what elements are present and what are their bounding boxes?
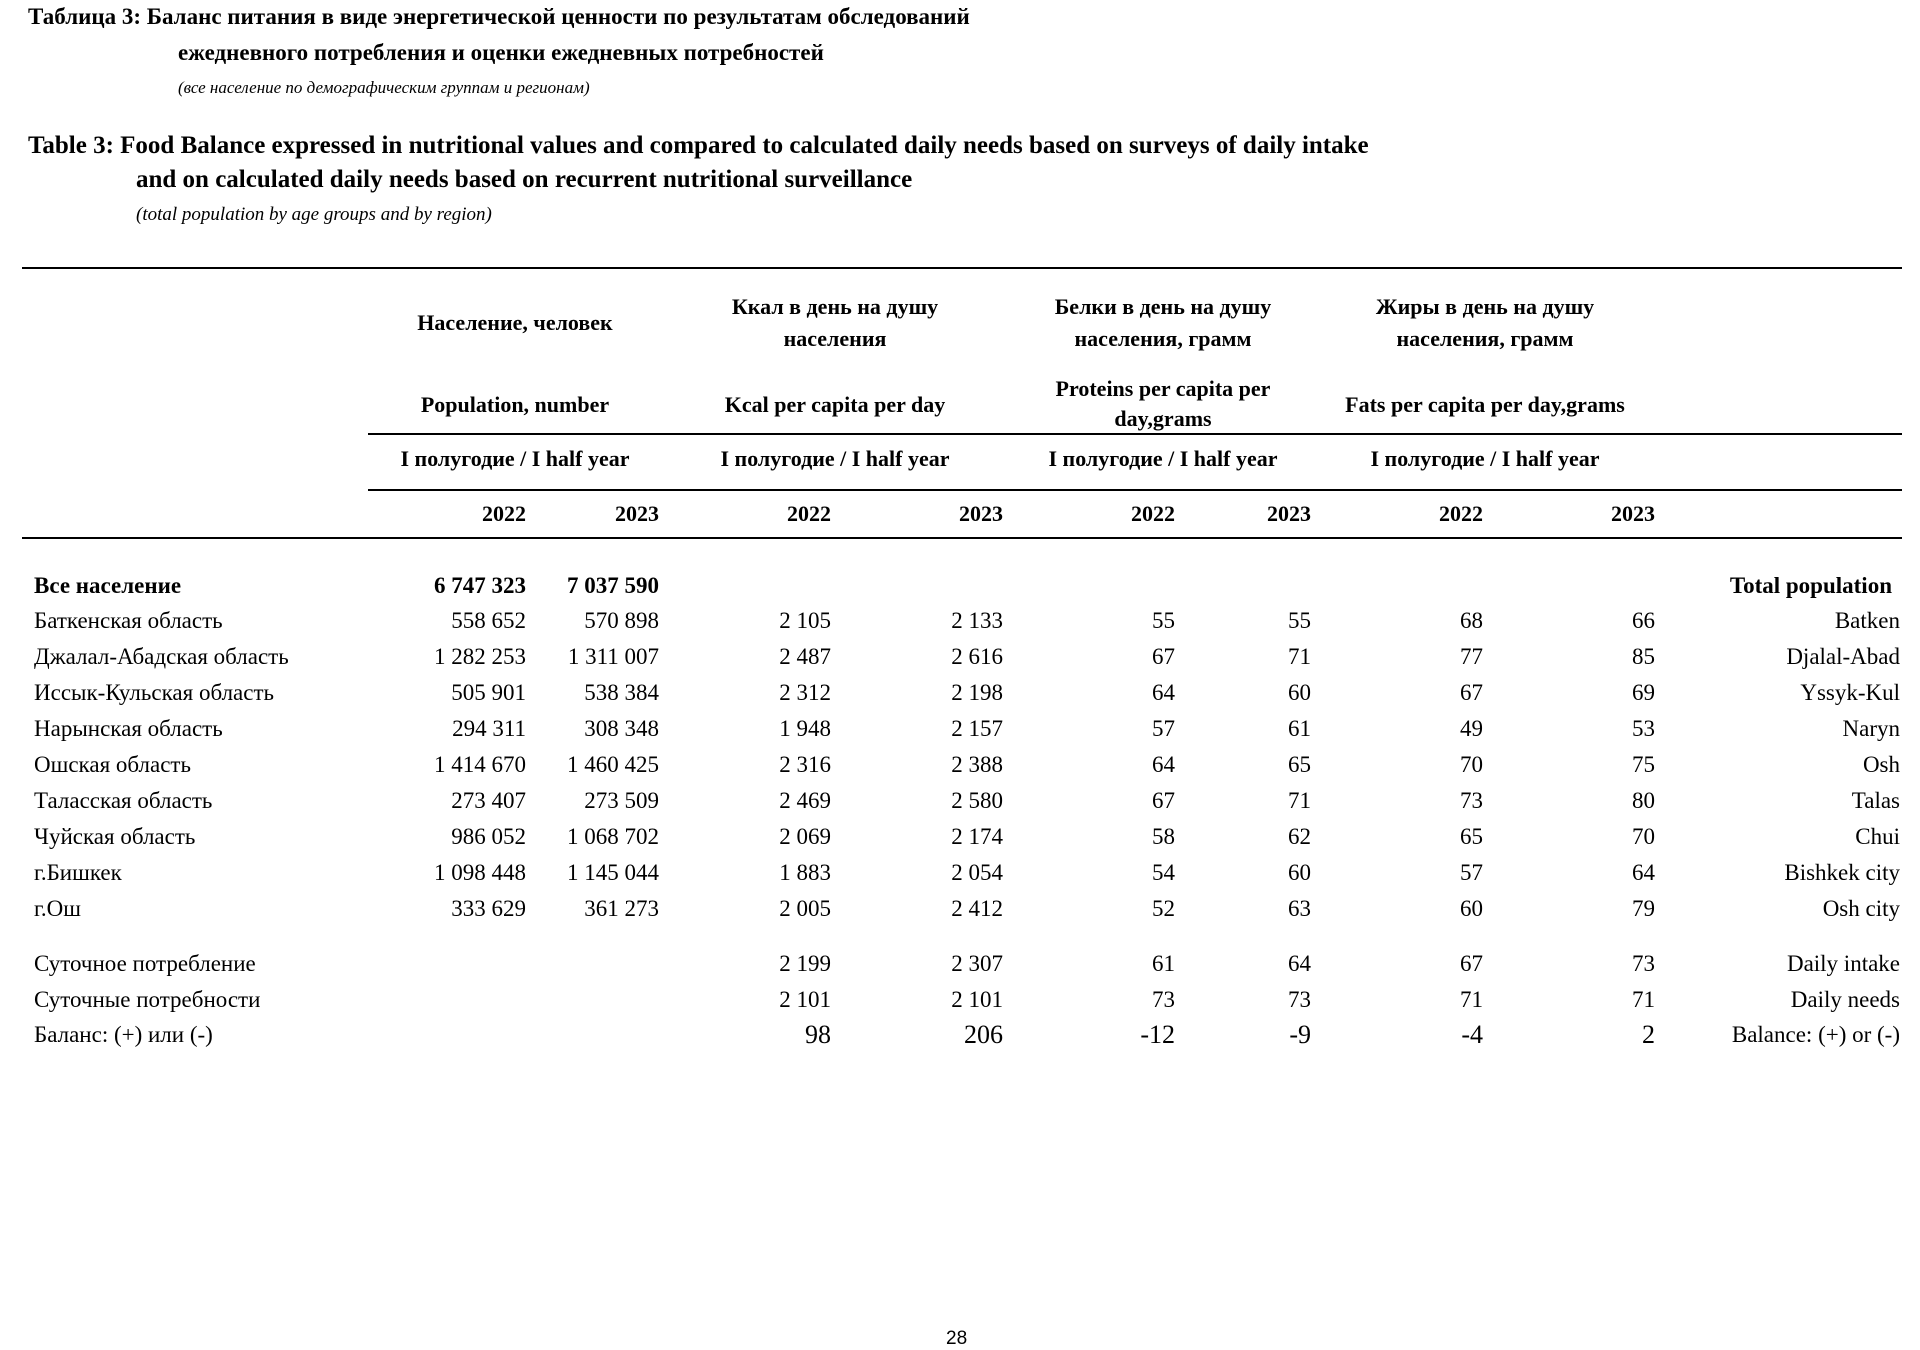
row-label-en: Chui xyxy=(1855,824,1900,849)
year-header: 2022 xyxy=(482,501,526,526)
table-cell: 49 xyxy=(1460,716,1483,741)
table-cell: 62 xyxy=(1288,824,1311,849)
header-period-population: I полугодие / I half year xyxy=(400,446,630,471)
table-cell: 2 133 xyxy=(951,608,1003,633)
header-fats-en: Fats per capita per day,grams xyxy=(1345,392,1625,417)
table-cell: 71 xyxy=(1288,788,1311,813)
table-cell: 2 101 xyxy=(951,987,1003,1012)
table-cell: 2 307 xyxy=(951,951,1003,976)
table-cell: 60 xyxy=(1288,860,1311,885)
row-label-ru: Джалал-Абадская область xyxy=(34,644,289,669)
table-cell: 2 487 xyxy=(779,644,831,669)
table-cell: 2 069 xyxy=(779,824,831,849)
title-ru-note: (все население по демографическим группам и регионам) xyxy=(178,78,590,97)
table-cell: 69 xyxy=(1632,680,1655,705)
table-cell: 2 054 xyxy=(951,860,1003,885)
table-cell: -4 xyxy=(1461,1020,1483,1049)
row-label-en: Batken xyxy=(1834,608,1900,633)
table-cell: 73 xyxy=(1460,788,1483,813)
title-en-line2: and on calculated daily needs based on recurrent nutritional surveillance xyxy=(136,166,913,193)
table-cell: 2 198 xyxy=(951,680,1003,705)
table-cell: 2 005 xyxy=(779,896,831,921)
table-cell: 2 157 xyxy=(951,716,1003,741)
table-cell: 66 xyxy=(1632,608,1655,633)
row-label-en: Yssyk-Kul xyxy=(1800,680,1900,705)
table-row xyxy=(0,951,1920,985)
row-label-ru: Все население xyxy=(34,573,182,598)
table-cell: 57 xyxy=(1152,716,1175,741)
row-label-ru: Баткенская область xyxy=(34,608,223,633)
table-cell: 85 xyxy=(1632,644,1655,669)
row-label-en: Bishkek city xyxy=(1784,860,1900,885)
header-period-fats: I полугодие / I half year xyxy=(1370,446,1600,471)
row-label-ru: Суточное потребление xyxy=(34,951,256,976)
table-cell: 1 098 448 xyxy=(434,860,526,885)
table-cell: 308 348 xyxy=(584,716,659,741)
table-cell: 67 xyxy=(1460,951,1483,976)
table-cell: 7 037 590 xyxy=(567,573,659,598)
table-cell: 558 652 xyxy=(451,608,526,633)
table-cell: 53 xyxy=(1632,716,1655,741)
header-kcal-ru: Ккал в день на душу населения xyxy=(731,294,939,351)
table-cell: -12 xyxy=(1140,1020,1175,1049)
table-cell: 2 312 xyxy=(779,680,831,705)
table-cell: 60 xyxy=(1460,896,1483,921)
year-header: 2023 xyxy=(1267,501,1311,526)
table-cell: 2 388 xyxy=(951,752,1003,777)
table-cell: 67 xyxy=(1152,644,1175,669)
table-row xyxy=(0,680,1920,714)
row-label-en: Balance: (+) or (-) xyxy=(1731,1022,1900,1047)
table-cell: 73 xyxy=(1632,951,1655,976)
header-rule-2 xyxy=(368,489,1902,491)
year-header: 2023 xyxy=(615,501,659,526)
row-label-en: Djalal-Abad xyxy=(1786,644,1900,669)
year-header: 2023 xyxy=(959,501,1003,526)
table-cell: 68 xyxy=(1460,608,1483,633)
table-cell: 1 460 425 xyxy=(567,752,659,777)
table-cell: 71 xyxy=(1632,987,1655,1012)
table-cell: 361 273 xyxy=(584,896,659,921)
year-header: 2022 xyxy=(1131,501,1175,526)
table-cell: 80 xyxy=(1632,788,1655,813)
table-cell: 55 xyxy=(1152,608,1175,633)
table-cell: 2 580 xyxy=(951,788,1003,813)
title-ru-line1: Таблица 3: Баланс питания в виде энергетической ценности по результатам обследований xyxy=(28,4,970,29)
table-row xyxy=(0,896,1920,930)
row-label-en: Osh city xyxy=(1822,896,1900,921)
table-row xyxy=(0,1022,1920,1056)
table-row xyxy=(0,860,1920,894)
table-row xyxy=(0,788,1920,822)
header-period-kcal: I полугодие / I half year xyxy=(720,446,950,471)
table-cell: 61 xyxy=(1288,716,1311,741)
table-cell: 333 629 xyxy=(451,896,526,921)
table-cell: 538 384 xyxy=(584,680,659,705)
table-cell: 2 616 xyxy=(951,644,1003,669)
row-label-ru: Ошская область xyxy=(34,752,191,777)
table-cell: 1 145 044 xyxy=(567,860,659,885)
header-population-en: Population, number xyxy=(420,392,610,417)
row-label-en: Naryn xyxy=(1842,716,1900,741)
header-period-proteins: I полугодие / I half year xyxy=(1048,446,1278,471)
table-cell: 52 xyxy=(1152,896,1175,921)
row-label-ru: Баланс: (+) или (-) xyxy=(34,1022,213,1047)
table-cell: 71 xyxy=(1288,644,1311,669)
table-cell: 1 068 702 xyxy=(567,824,659,849)
table-cell: 1 948 xyxy=(779,716,831,741)
table-cell: 1 282 253 xyxy=(434,644,526,669)
row-label-en: Total population xyxy=(1729,573,1892,598)
table-cell: 273 407 xyxy=(451,788,526,813)
table-row xyxy=(0,644,1920,678)
table-cell: 73 xyxy=(1152,987,1175,1012)
row-label-en: Osh xyxy=(1862,752,1900,777)
table-cell: 986 052 xyxy=(451,824,526,849)
table-cell: 63 xyxy=(1288,896,1311,921)
table-cell: 58 xyxy=(1152,824,1175,849)
row-label-ru: г.Бишкек xyxy=(34,860,122,885)
header-proteins-en: Proteins per capita per day,grams xyxy=(1055,376,1271,431)
table-cell: 54 xyxy=(1152,860,1175,885)
table-cell: 6 747 323 xyxy=(434,573,526,598)
table-cell: 77 xyxy=(1460,644,1483,669)
table-cell: 64 xyxy=(1152,680,1175,705)
row-label-ru: Чуйская область xyxy=(34,824,196,849)
row-label-ru: Таласская область xyxy=(34,788,213,813)
table-cell: 64 xyxy=(1288,951,1311,976)
table-cell: 64 xyxy=(1632,860,1655,885)
table-cell: 71 xyxy=(1460,987,1483,1012)
table-cell: 2 412 xyxy=(951,896,1003,921)
table-cell: 505 901 xyxy=(451,680,526,705)
row-label-ru: Суточные потребности xyxy=(34,987,261,1012)
table-cell: 70 xyxy=(1460,752,1483,777)
row-label-ru: г.Ош xyxy=(34,896,81,921)
table-row xyxy=(0,573,1920,607)
table-cell: 2 199 xyxy=(779,951,831,976)
header-fats-ru: Жиры в день на душу населения, грамм xyxy=(1375,294,1595,351)
table-cell: 2 105 xyxy=(779,608,831,633)
table-cell: 273 509 xyxy=(584,788,659,813)
table-cell: 98 xyxy=(805,1020,831,1049)
table-cell: 2 469 xyxy=(779,788,831,813)
table-cell: 2 101 xyxy=(779,987,831,1012)
year-header: 2022 xyxy=(787,501,831,526)
table-cell: 2 xyxy=(1642,1020,1655,1049)
page-number: 28 xyxy=(946,1328,968,1349)
row-label-en: Daily intake xyxy=(1786,951,1900,976)
table-cell: -9 xyxy=(1289,1020,1311,1049)
table-row xyxy=(0,824,1920,858)
row-label-ru: Нарынская область xyxy=(34,716,223,741)
table-cell: 65 xyxy=(1288,752,1311,777)
table-cell: 55 xyxy=(1288,608,1311,633)
header-proteins-ru: Белки в день на душу населения, грамм xyxy=(1054,294,1272,351)
row-label-en: Talas xyxy=(1851,788,1900,813)
table-cell: 2 174 xyxy=(951,824,1003,849)
table-cell: 57 xyxy=(1460,860,1483,885)
header-kcal-en: Kcal per capita per day xyxy=(724,392,946,417)
table-cell: 570 898 xyxy=(584,608,659,633)
row-label-en: Daily needs xyxy=(1790,987,1900,1012)
table-cell: 2 316 xyxy=(779,752,831,777)
table-row xyxy=(0,716,1920,750)
row-label-ru: Иссык-Кульская область xyxy=(34,680,275,705)
table-cell: 67 xyxy=(1460,680,1483,705)
table-cell: 1 883 xyxy=(779,860,831,885)
year-header: 2022 xyxy=(1439,501,1483,526)
table-row xyxy=(0,987,1920,1021)
table-cell: 1 414 670 xyxy=(434,752,526,777)
table-cell: 64 xyxy=(1152,752,1175,777)
header-bottom-rule xyxy=(22,537,1902,539)
table-cell: 65 xyxy=(1460,824,1483,849)
title-en-line1: Table 3: Food Balance expressed in nutritional values and compared to calculated daily needs based on surveys of daily intake xyxy=(28,132,1369,159)
table-row xyxy=(0,752,1920,786)
table-row xyxy=(0,608,1920,642)
year-header: 2023 xyxy=(1611,501,1655,526)
table-cell: 1 311 007 xyxy=(567,644,659,669)
title-ru-line2: ежедневного потребления и оценки ежедневных потребностей xyxy=(178,40,824,65)
table-cell: 206 xyxy=(964,1020,1003,1049)
table-top-rule xyxy=(22,267,1902,269)
table-cell: 294 311 xyxy=(452,716,526,741)
title-en-note: (total population by age groups and by region) xyxy=(136,204,492,225)
table-cell: 67 xyxy=(1152,788,1175,813)
table-cell: 60 xyxy=(1288,680,1311,705)
table-cell: 79 xyxy=(1632,896,1655,921)
table-cell: 61 xyxy=(1152,951,1175,976)
table-cell: 75 xyxy=(1632,752,1655,777)
table-cell: 70 xyxy=(1632,824,1655,849)
header-population-ru: Население, человек xyxy=(417,310,613,335)
table-cell: 73 xyxy=(1288,987,1311,1012)
